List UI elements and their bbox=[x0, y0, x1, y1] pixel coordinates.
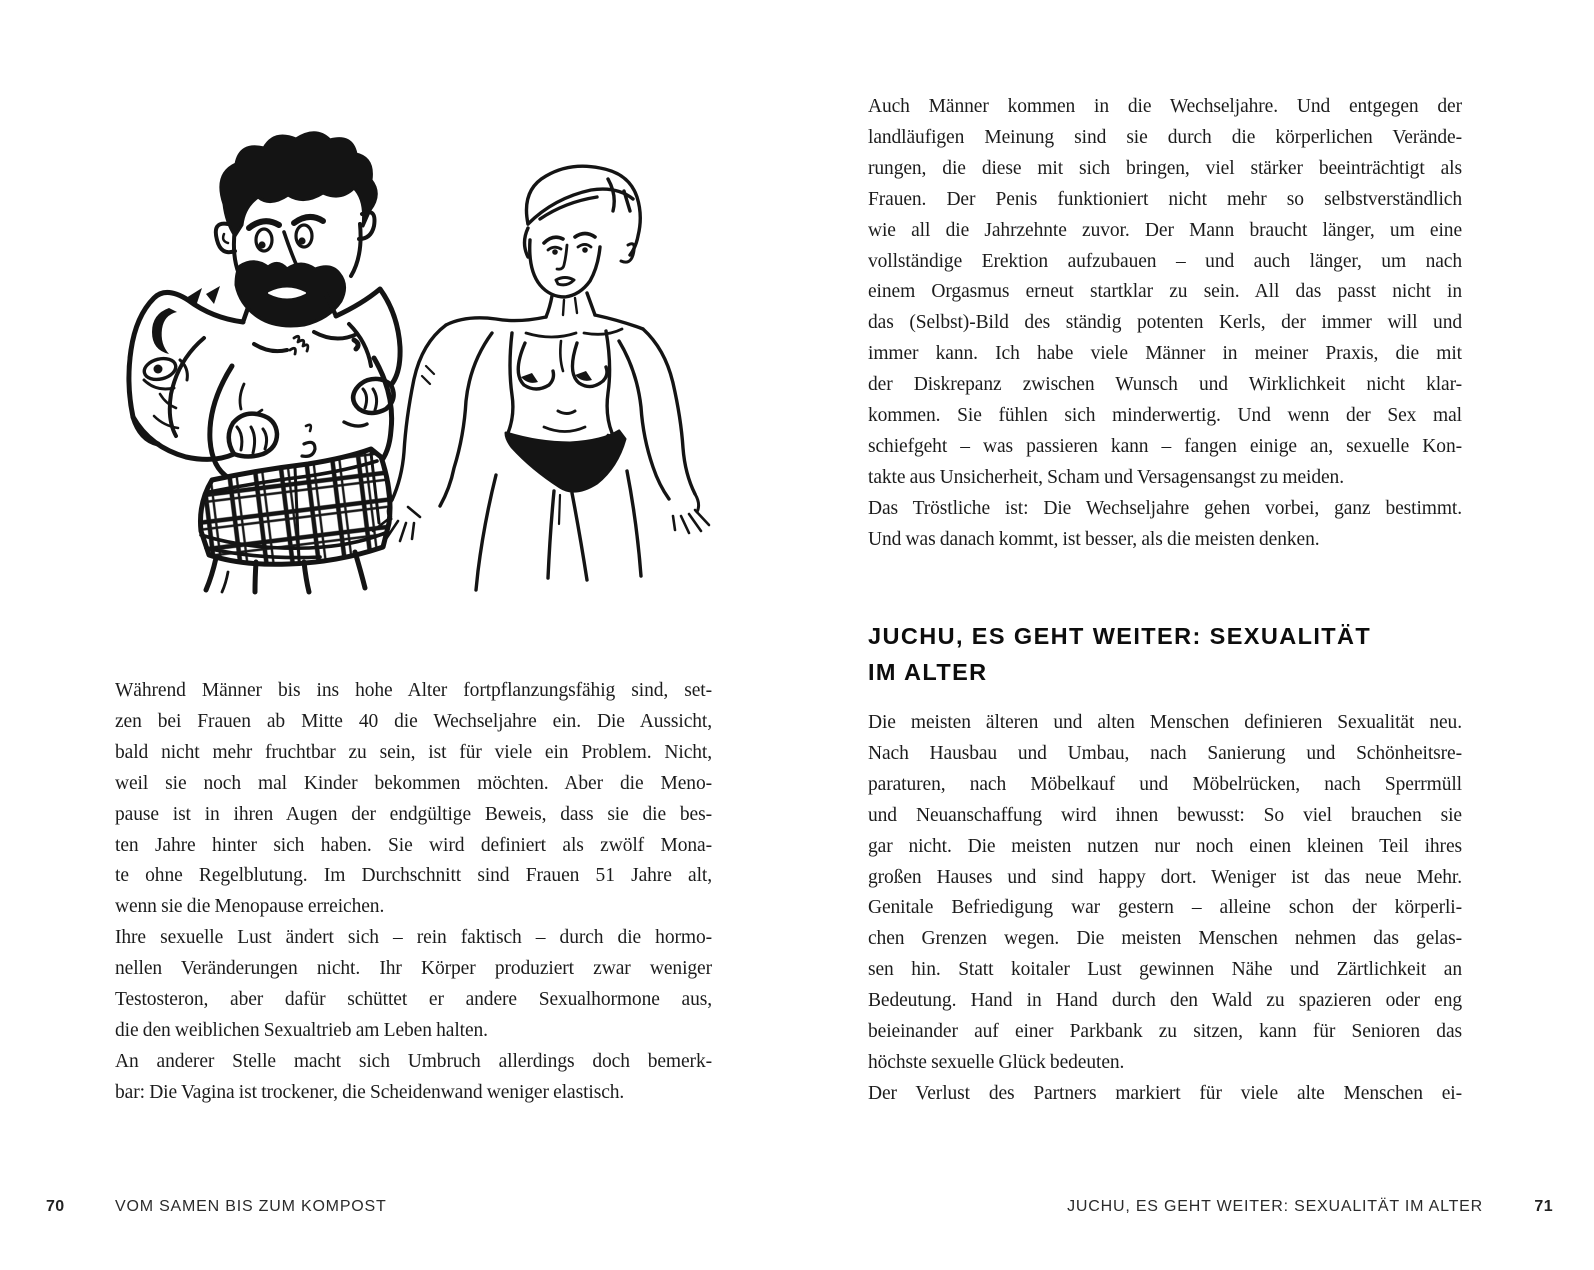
text-line: zen bei Frauen ab Mitte 40 die Wechseljahre ein. Die Aussicht, bbox=[115, 710, 712, 732]
couple-illustration bbox=[108, 126, 722, 598]
page-number-right: 71 bbox=[1534, 1198, 1553, 1215]
paragraph bbox=[868, 494, 1462, 556]
text-line: schiefgeht – was passieren kann – fangen einige an, sexuelle Kon- bbox=[868, 435, 1462, 457]
text-line: Die meisten älteren und alten Menschen definieren Sexualität neu. bbox=[868, 712, 1462, 733]
text-line: immer kann. Ich habe viele Männer in meiner Praxis, die mit bbox=[868, 343, 1462, 365]
paragraph bbox=[868, 708, 1462, 1079]
text-line: Testosteron, aber dafür schüttet er andere Sexualhormone aus, bbox=[115, 989, 712, 1011]
paragraph bbox=[868, 92, 1462, 494]
text-line: vollständige Erektion aufzubauen – und auch länger, um nach bbox=[868, 250, 1462, 272]
right-page-intro-text bbox=[868, 92, 1462, 556]
text-line: chen Grenzen wegen. Die meisten Menschen nehmen das gelas- bbox=[868, 928, 1462, 950]
text-line: Ihre sexuelle Lust ändert sich – rein faktisch – durch die hormo- bbox=[115, 927, 712, 949]
text-line: Der Verlust des Partners markiert für viele alte Menschen ei- bbox=[868, 1082, 1462, 1104]
paragraph bbox=[115, 1047, 712, 1109]
text-line: takte aus Unsicherheit, Scham und Versagensangst zu meiden. bbox=[868, 466, 1344, 488]
text-line: landläufigen Meinung sind sie durch die körperlichen Verände- bbox=[868, 126, 1462, 148]
text-line: wie all die Jahrzehnte zuvor. Der Mann braucht länger, um eine bbox=[868, 219, 1462, 241]
woman-figure bbox=[373, 166, 709, 590]
text-line: Während Männer bis ins hohe Alter fortpflanzungsfähig sind, set- bbox=[115, 680, 712, 701]
text-line: Bedeutung. Hand in Hand durch den Wald zu spazieren oder eng bbox=[868, 990, 1462, 1012]
text-line: ten Jahre hinter sich haben. Sie wird definiert als zwölf Mona- bbox=[115, 834, 712, 856]
text-line: nellen Veränderungen nicht. Ihr Körper produziert zwar weniger bbox=[115, 958, 712, 980]
page-number-left: 70 bbox=[46, 1198, 65, 1215]
text-line: und Neuanschaffung wird ihnen bewusst: So viel brauchen sie bbox=[868, 804, 1462, 826]
text-line: einem Orgasmus erneut startklar zu sein. All das passt nicht in bbox=[868, 281, 1462, 303]
page-footer bbox=[0, 1198, 1594, 1220]
text-line: großen Hauses und sind happy dort. Weniger ist das neue Mehr. bbox=[868, 866, 1462, 888]
right-page-section-text bbox=[868, 708, 1462, 1110]
text-line: An anderer Stelle macht sich Umbruch allerdings doch bemerk- bbox=[115, 1050, 712, 1072]
text-line: höchste sexuelle Glück bedeuten. bbox=[868, 1051, 1125, 1073]
text-line: sen hin. Statt koitaler Lust gewinnen Nähe und Zärtlichkeit an bbox=[868, 959, 1462, 981]
heading-line: JUCHU, ES GEHT WEITER: SEXUALITÄT bbox=[868, 623, 1372, 649]
text-line: Nach Hausbau und Umbau, nach Sanierung und Schönheitsre- bbox=[868, 742, 1462, 764]
text-line: rungen, die diese mit sich bringen, viel stärker beeinträchtigt als bbox=[868, 157, 1462, 179]
paragraph bbox=[868, 1079, 1462, 1110]
paragraph bbox=[115, 676, 712, 923]
text-line: pause ist in ihren Augen der endgültige Beweis, dass sie die bes- bbox=[115, 803, 712, 825]
text-line: Genitale Befriedigung war gestern – alleine schon der körperli- bbox=[868, 897, 1462, 919]
text-line: beieinander auf einer Parkbank zu sitzen, kann für Senioren das bbox=[868, 1021, 1462, 1043]
text-line: Frauen. Der Penis funktioniert nicht mehr so selbstverständlich bbox=[868, 188, 1462, 210]
text-line: der Diskrepanz zwischen Wunsch und Wirklichkeit nicht klar- bbox=[868, 374, 1462, 396]
text-line: Das Tröstliche ist: Die Wechseljahre gehen vorbei, ganz bestimmt. bbox=[868, 497, 1462, 519]
text-line: Und was danach kommt, ist besser, als die meisten denken. bbox=[868, 528, 1320, 550]
text-line: te ohne Regelblutung. Im Durchschnitt sind Frauen 51 Jahre alt, bbox=[115, 865, 712, 887]
left-page-text bbox=[115, 676, 712, 1109]
text-line: bald nicht mehr fruchtbar zu sein, ist für viele ein Problem. Nicht, bbox=[115, 741, 712, 763]
text-line: paraturen, nach Möbelkauf und Möbelrücken, nach Sperrmüll bbox=[868, 773, 1462, 795]
text-line: die den weiblichen Sexualtrieb am Leben halten. bbox=[115, 1019, 488, 1041]
text-line: Auch Männer kommen in die Wechseljahre. Und entgegen der bbox=[868, 96, 1462, 117]
text-line: wenn sie die Menopause erreichen. bbox=[115, 896, 385, 918]
running-footer-right: JUCHU, ES GEHT WEITER: SEXUALITÄT IM ALTER bbox=[1067, 1198, 1483, 1215]
text-line: weil sie noch mal Kinder bekommen möchten. Aber die Meno- bbox=[115, 772, 712, 794]
text-line: kommen. Sie fühlen sich minderwertig. Und wenn der Sex mal bbox=[868, 405, 1462, 427]
text-line: das (Selbst)-Bild des ständig potenten Kerls, der immer will und bbox=[868, 312, 1462, 334]
section-heading bbox=[868, 618, 1508, 690]
running-footer-left: VOM SAMEN BIS ZUM KOMPOST bbox=[115, 1198, 387, 1215]
text-line: gar nicht. Die meisten nutzen nur noch einen kleinen Teil ihres bbox=[868, 835, 1462, 857]
man-figure bbox=[129, 133, 400, 592]
text-line: bar: Die Vagina ist trockener, die Scheidenwand weniger elastisch. bbox=[115, 1081, 625, 1103]
paragraph bbox=[115, 923, 712, 1047]
heading-line: IM ALTER bbox=[868, 659, 988, 685]
